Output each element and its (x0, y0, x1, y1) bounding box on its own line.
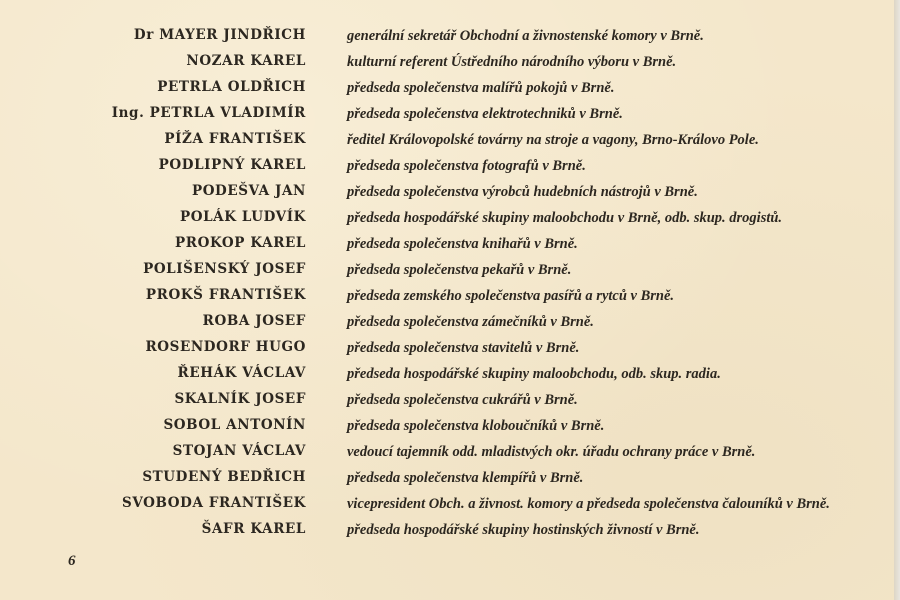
list-item (0, 103, 894, 129)
member-name: NOZAR KAREL (186, 53, 306, 69)
list-item (0, 441, 894, 467)
member-name: STOJAN VÁCLAV (172, 443, 306, 459)
list-item (0, 389, 894, 415)
list-item (0, 493, 894, 519)
member-name: POLÁK LUDVÍK (179, 209, 306, 225)
list-item (0, 25, 894, 51)
member-name: ŠAFR KAREL (201, 521, 306, 537)
member-description: předseda hospodářské skupiny maloobchodu v Brně, odb. skup. drogistů. (347, 210, 783, 226)
member-list (0, 25, 894, 545)
list-item (0, 129, 894, 155)
member-name: POLIŠENSKÝ JOSEF (143, 261, 306, 277)
list-item (0, 467, 894, 493)
member-description: předseda společenstva fotografů v Brně. (347, 158, 586, 174)
member-description: předseda společenstva zámečníků v Brně. (347, 314, 594, 330)
member-description: předseda společenstva kloboučníků v Brně. (347, 418, 605, 434)
member-description: vedoucí tajemník odd. mladistvých okr. úřadu ochrany práce v Brně. (347, 444, 756, 460)
list-item (0, 259, 894, 285)
member-name: PODEŠVA JAN (191, 183, 306, 199)
member-name: PETRLA OLDŘICH (157, 79, 306, 95)
member-name: PÍŽA FRANTIŠEK (164, 131, 306, 147)
member-description: generální sekretář Obchodní a živnostenské komory v Brně. (347, 28, 704, 44)
member-name: ŘEHÁK VÁCLAV (177, 365, 306, 381)
member-name: ROSENDORF HUGO (145, 339, 306, 355)
member-name: SKALNÍK JOSEF (174, 391, 306, 407)
member-name: SOBOL ANTONÍN (163, 417, 306, 433)
member-name: ROBA JOSEF (202, 313, 306, 329)
member-name: PODLIPNÝ KAREL (158, 157, 306, 173)
member-name: STUDENÝ BEDŘICH (142, 469, 306, 485)
page-edge (894, 0, 900, 600)
list-item (0, 337, 894, 363)
member-description: předseda společenstva malířů pokojů v Brně. (347, 80, 615, 96)
list-item (0, 311, 894, 337)
member-description: předseda zemského společenstva pasířů a rytců v Brně. (347, 288, 675, 304)
member-description: předseda společenstva klempířů v Brně. (347, 470, 584, 486)
list-item (0, 233, 894, 259)
member-description: kulturní referent Ústředního národního výboru v Brně. (347, 54, 677, 70)
member-description: předseda společenstva výrobců hudebních nástrojů v Brně. (347, 184, 698, 200)
list-item (0, 207, 894, 233)
page-number: 6 (68, 553, 76, 569)
list-item (0, 363, 894, 389)
member-description: předseda společenstva pekařů v Brně. (347, 262, 572, 278)
member-name: Ing. PETRLA VLADIMÍR (111, 105, 306, 121)
member-name: PROKŠ FRANTIŠEK (145, 287, 306, 303)
member-description: předseda společenstva knihařů v Brně. (347, 236, 578, 252)
list-item (0, 77, 894, 103)
list-item (0, 285, 894, 311)
member-name: PROKOP KAREL (175, 235, 306, 251)
member-description: ředitel Královopolské továrny na stroje a vagony, Brno-Královo Pole. (347, 132, 759, 148)
list-item (0, 155, 894, 181)
member-name: SVOBODA FRANTIŠEK (122, 495, 306, 511)
list-item (0, 181, 894, 207)
list-item (0, 51, 894, 77)
member-description: předseda hospodářské skupiny hostinských živností v Brně. (347, 522, 700, 538)
member-description: vicepresident Obch. a živnost. komory a předseda společenstva čalouníků v Brně. (347, 496, 830, 512)
member-name: Dr MAYER JINDŘICH (133, 27, 306, 43)
list-item (0, 519, 894, 545)
member-description: předseda společenstva cukrářů v Brně. (347, 392, 578, 408)
member-description: předseda společenstva stavitelů v Brně. (347, 340, 580, 356)
list-item (0, 415, 894, 441)
member-description: předseda hospodářské skupiny maloobchodu, odb. skup. radia. (347, 366, 721, 382)
member-description: předseda společenstva elektrotechniků v Brně. (347, 106, 623, 122)
